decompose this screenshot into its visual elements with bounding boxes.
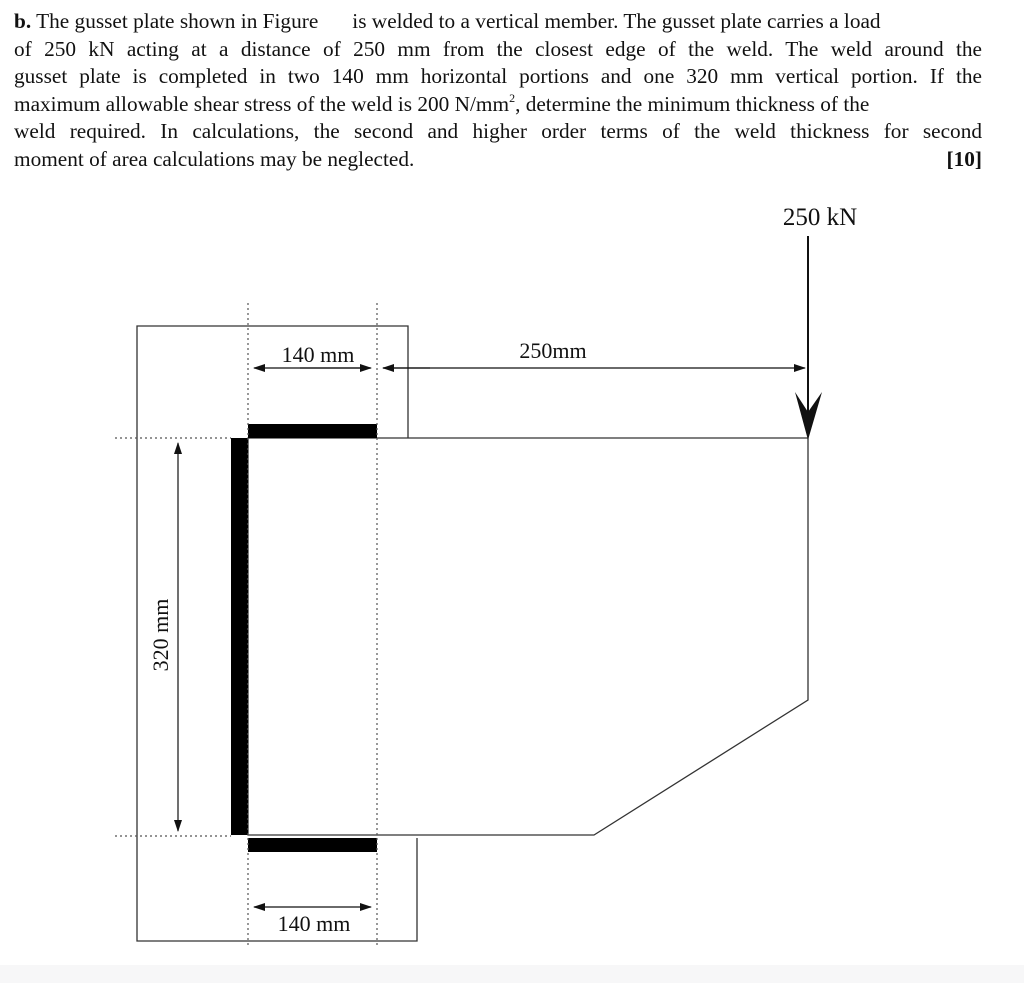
top-weld [248, 424, 377, 438]
vertical-weld [231, 438, 248, 835]
vertical-weld-label: 320 mm [148, 598, 173, 672]
question-line-3: gusset plate is completed in two 140 mm horizontal portions and one 320 mm vertical portion. If the [14, 64, 982, 89]
distance-label: 250mm [519, 338, 587, 363]
question-line-6: moment of area calculations may be neglected. [10] [14, 146, 982, 174]
gusset-plate [248, 438, 808, 835]
bottom-weld-label: 140 mm [277, 911, 351, 936]
bottom-weld [248, 838, 377, 852]
marks-label: [10] [946, 146, 982, 171]
question-line-5: weld required. In calculations, the second and higher order terms of the weld thickness for second [14, 119, 982, 144]
question-line-1: b. The gusset plate shown in Figure is welded to a vertical member. The gusset plate carries a load [14, 9, 881, 33]
bottom-strip [0, 965, 1024, 983]
load-label: 250 kN [782, 204, 858, 231]
top-weld-label: 140 mm [281, 342, 355, 367]
question-line-2: of 250 kN acting at a distance of 250 mm from the closest edge of the weld. The weld around the [14, 36, 982, 61]
question-line-4: maximum allowable shear stress of the weld is 200 $N/mm^2$, determine the minimum thickness of the [14, 90, 870, 116]
question-label: b. [14, 9, 32, 33]
